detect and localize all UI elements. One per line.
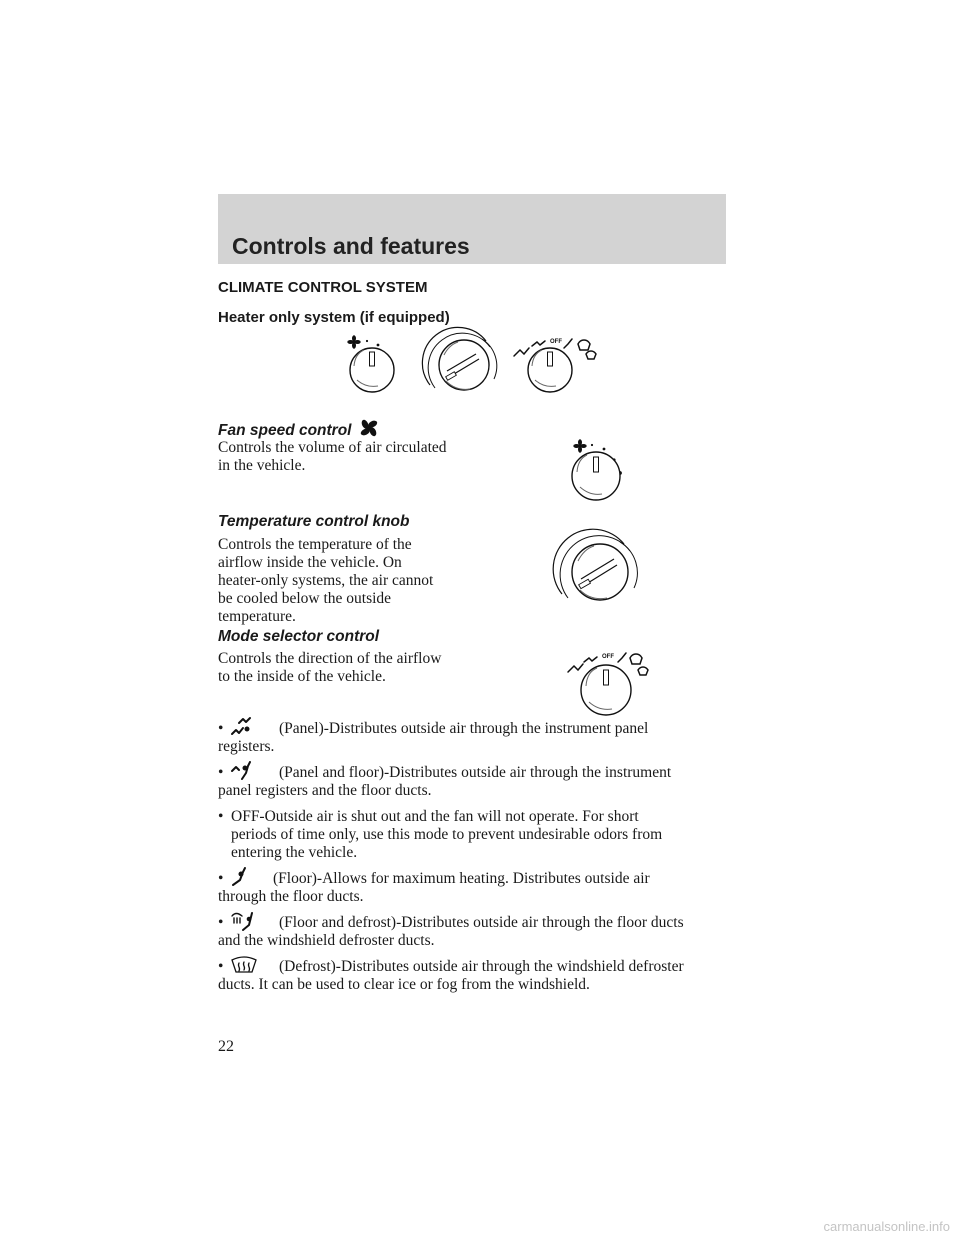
bullet-dot: •	[218, 958, 224, 975]
bullet-dot: •	[218, 808, 224, 825]
fan-speed-knob-detail	[562, 440, 642, 507]
section-title: CLIMATE CONTROL SYSTEM	[218, 279, 428, 296]
temperature-description: Controls the temperature of the airflow inside the vehicle. On heater-only systems, the air cannot be cooled below the outside temperature.	[218, 536, 434, 625]
floor-defrost-icon	[230, 910, 256, 932]
list-item: • (Panel and floor)-Distributes outside air through the instrument panel registers and the floor ducts.	[218, 764, 728, 800]
panel-floor-vent-icon	[230, 760, 254, 782]
fan-icon	[347, 335, 360, 348]
temperature-knob-illustration	[424, 333, 502, 404]
bullet-dot: •	[218, 870, 224, 887]
bullet-dot: •	[218, 914, 224, 931]
bullet-dot: •	[218, 764, 224, 781]
floor-vent-icon	[230, 866, 254, 888]
mode-options-list	[218, 720, 728, 1002]
list-item: • (Floor)-Allows for maximum heating. Distributes outside air through the floor ducts.	[218, 870, 728, 906]
fan-icon	[573, 439, 586, 452]
page-number: 22	[218, 1038, 234, 1055]
temperature-knob-detail	[556, 536, 642, 615]
footer-watermark: carmanualsonline.info	[823, 1219, 950, 1234]
fan-speed-description: Controls the volume of air circulated in the vehicle.	[218, 439, 447, 474]
fan-speed-heading	[218, 417, 380, 440]
panel-vent-icon	[230, 716, 254, 738]
mode-selector-heading: Mode selector control	[218, 628, 380, 645]
off-label: OFF	[602, 654, 614, 660]
list-item: • (Defrost)-Distributes outside air through the windshield defroster ducts. It can be used to clear ice or fog from the windshield.	[218, 958, 728, 994]
mode-selector-knob-illustration	[512, 336, 604, 403]
fan-icon	[358, 417, 380, 439]
mode-selector-description: Controls the direction of the airflow to the inside of the vehicle.	[218, 650, 442, 685]
header-band	[218, 194, 726, 264]
list-item: • OFF-Outside air is shut out and the fan will not operate. For short periods of time only, use this mode to prevent undesirable odors from entering the vehicle.	[218, 808, 663, 861]
subsection-title: Heater only system (if equipped)	[218, 309, 450, 326]
bullet-dot: •	[218, 720, 224, 737]
fan-speed-heading-text: Fan speed control	[218, 422, 352, 439]
temperature-heading: Temperature control knob	[218, 513, 410, 530]
page-header-title: Controls and features	[232, 233, 470, 259]
off-label: OFF	[550, 339, 562, 345]
mode-selector-knob-detail	[566, 650, 662, 725]
fan-speed-knob-illustration	[342, 336, 422, 403]
list-item: • (Panel)-Distributes outside air through the instrument panel registers.	[218, 720, 728, 756]
defrost-icon	[230, 954, 258, 976]
list-item: • (Floor and defrost)-Distributes outside air through the floor ducts and the windshield defroster ducts.	[218, 914, 728, 950]
